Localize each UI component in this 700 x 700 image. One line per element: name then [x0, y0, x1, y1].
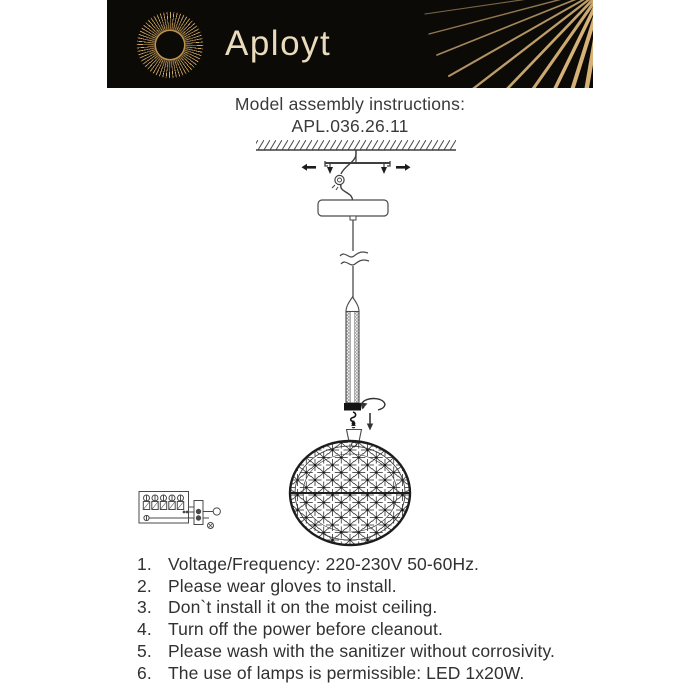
bracket-outward-arrows	[302, 164, 411, 171]
rotation-arrow	[361, 399, 385, 410]
instruction-text: Please wash with the sanitizer without corrosivity.	[168, 640, 556, 661]
instruction-number: 6.	[137, 662, 152, 683]
power-wire	[332, 150, 356, 200]
model-number: APL.036.26.11	[291, 116, 409, 136]
instruction-text: Don`t install it on the moist ceiling.	[168, 597, 438, 618]
instruction-text: Please wear gloves to install.	[168, 575, 397, 596]
instruction-number: 2.	[137, 575, 152, 596]
down-arrow	[367, 413, 373, 431]
wire-connector	[335, 175, 344, 184]
page-title: Model assembly instructions:	[234, 94, 466, 114]
bracket-screw-arrows	[327, 167, 387, 174]
instruction-text: The use of lamps is permissible: LED 1x20W.	[168, 662, 525, 683]
instruction-number: 3.	[137, 597, 152, 618]
instruction-item-1	[137, 554, 617, 576]
ceiling-canopy	[318, 200, 388, 220]
crystal-rod	[346, 312, 359, 404]
screw-fitting	[351, 412, 356, 429]
instruction-item-6	[137, 663, 617, 685]
instruction-list	[137, 554, 617, 684]
instruction-number: 4.	[137, 619, 152, 640]
wiring-terminal-block	[139, 492, 220, 529]
cone-finial	[346, 297, 359, 312]
instruction-text: Voltage/Frequency: 220-230V 50-60Hz.	[168, 554, 480, 574]
rod-end-cap	[344, 403, 361, 411]
instruction-item-4	[137, 619, 617, 641]
suspension-cable	[339, 220, 369, 298]
instruction-item-5	[137, 641, 617, 663]
instruction-item-2	[137, 576, 617, 598]
instruction-text: Turn off the power before cleanout.	[168, 619, 443, 640]
instruction-item-3	[137, 597, 617, 619]
ceiling-hatch	[256, 140, 456, 150]
instruction-number: 5.	[137, 640, 152, 661]
crystal-ball-shade	[290, 441, 410, 545]
instruction-number: 1.	[137, 554, 152, 574]
brand-name: Aployt	[225, 24, 332, 63]
